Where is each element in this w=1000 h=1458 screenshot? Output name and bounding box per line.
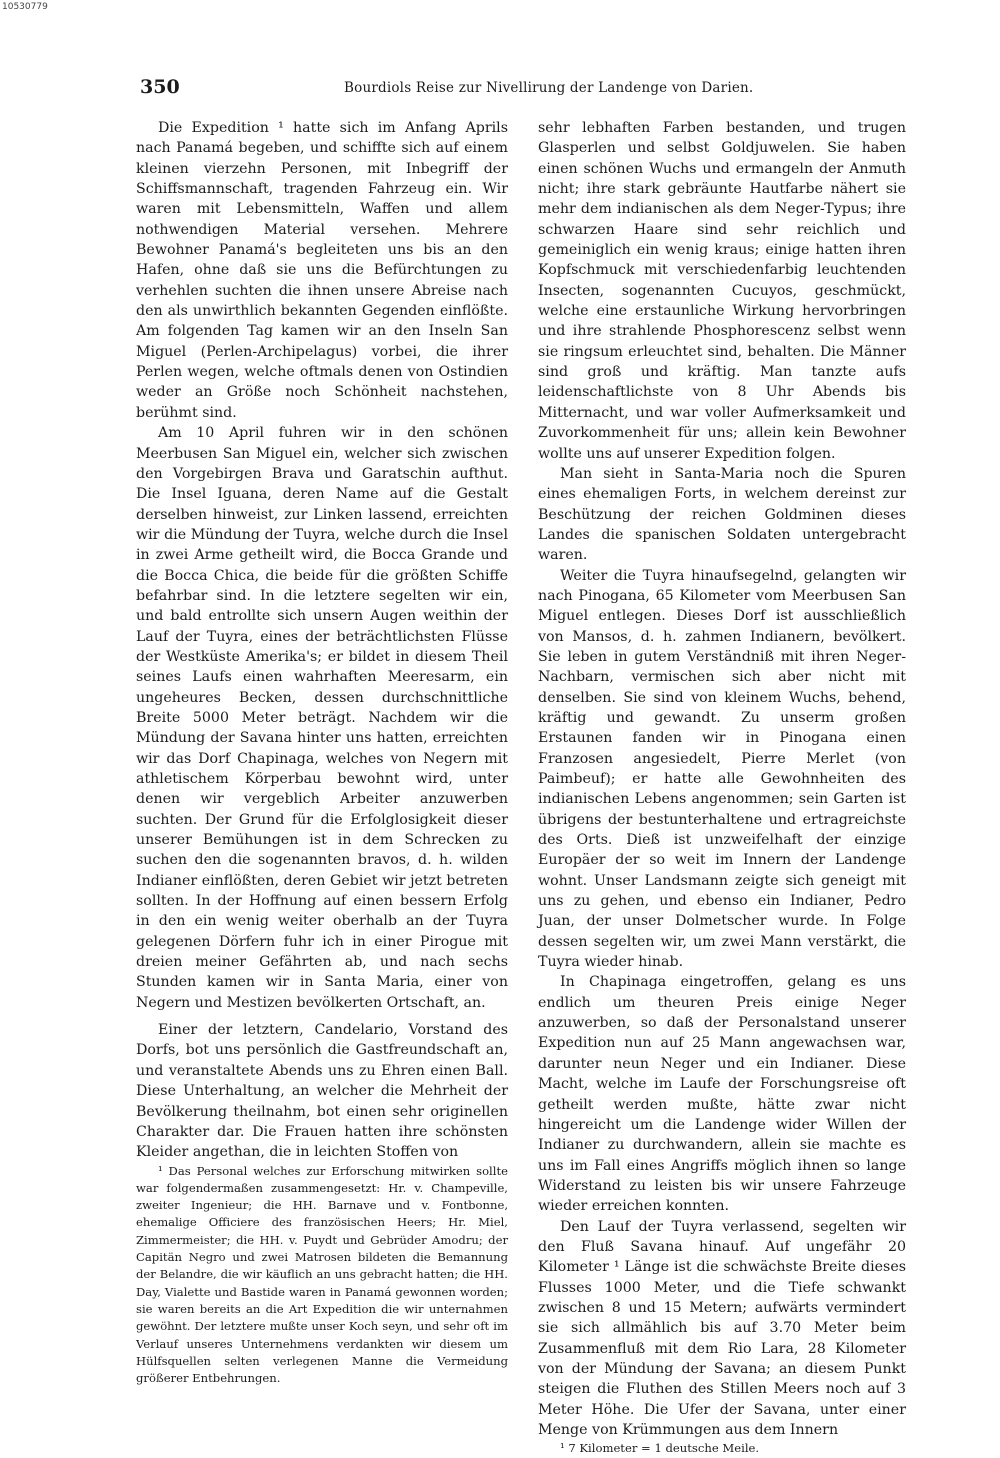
body-paragraph: Man sieht in Santa-Maria noch die Spuren eines ehemaligen Forts, in welchem dereinst zur Beschützung der reichen Goldminen dieses Landes die spanischen Soldaten untergebracht waren.	[538, 465, 906, 564]
right-column	[538, 118, 906, 1458]
left-column	[136, 118, 508, 1387]
body-paragraph: sehr lebhaften Farben bestanden, und trugen Glasperlen und selbst Goldjuwelen. Sie haben einen schönen Wuchs und ermangeln der Anmuth nicht; ihre stark gebräunte Hautfarbe nähert sie mehr dem indianischen als dem Neger-Typus; ihre schwarzen Haare sind sehr reichlich und gemeiniglich ein wenig kraus; einige hatten ihren Kopfschmuck mit verschiedenfarbig leuchtenden Insecten, sogenannten Cucuyos, geschmückt, welche eine erstaunliche Wirkung hervorbringen und ihre strahlende Phosphorescenz selbst wenn sie ringsum erleuchtet sind, behalten. Die Männer sind groß und kräftig. Man tanzte aufs leidenschaftlichste von 8 Uhr Abends bis Mitternacht, und war voller Aufmerksamkeit und Zuvorkommenheit für uns; allein kein Bewohner wollte uns auf unserer Expedition folgen.	[538, 120, 906, 462]
body-paragraph: In Chapinaga eingetroffen, gelang es uns endlich um theuren Preis einige Neger anzuwerben, so daß der Personalstand unserer Expedition nun auf 25 Mann angewachsen war, darunter neun Neger und ein Indianer. Diese Macht, welche im Laufe der Forschungsreise oft getheilt werden mußte, hätte zwar nicht hingereicht um die Landenge wider Willen der Indianer zu durchwandern, allein sie machte es uns im Fall eines Angriffs möglich ihnen so lange Widerstand zu leisten bis wir unsere Fahrzeuge wieder erreichen konnten.	[538, 974, 906, 1215]
body-paragraph: Weiter die Tuyra hinaufsegelnd, gelangten wir nach Pinogana, 65 Kilometer vom Meerbusen San Miguel entlegen. Dieses Dorf ist ausschließlich von Mansos, d. h. zahmen Indianern, bevölkert. Sie leben in gutem Verständniß mit ihren Neger-Nachbarn, vermischen sich aber nicht mit denselben. Sie sind von kleinem Wuchs, behend, kräftig und gewandt. Zu unserm großen Erstaunen fanden wir in Pinogana einen Franzosen angesiedelt, Pierre Merlet (von Paimbeuf); er hatte alle Gewohnheiten des indianischen Lebens angenommen; sein Garten ist übrigens der bestunterhaltene und ertragreichste des Orts. Dieß ist unzweifelhaft der einzige Europäer der so weit im Innern der Landenge wohnt. Unser Landsmann zeigte sich geneigt mit uns zu gehen, und ebenso ein Indianer, Pedro Juan, der unser Dolmetscher wurde. In Folge dessen segelten wir, um zwei Mann verstärkt, die Tuyra wieder hinab.	[538, 567, 906, 971]
body-paragraph: Die Expedition ¹ hatte sich im Anfang Aprils nach Panamá begeben, und schiffte sich auf einem kleinen vierzehn Personen, mit Inbegriff der Schiffsmannschaft, tragenden Fahrzeug ein. Wir waren mit Lebensmitteln, Waffen und allem nothwendigen Material versehen. Mehrere Bewohner Panamá's begleiteten uns bis an den Hafen, ohne daß sie uns die Befürchtungen zu verhehlen suchten die ihnen unsere Abreise nach den als unwirthlich bekannten Gegenden einflößte. Am folgenden Tag kamen wir an den Inseln San Miguel (Perlen-Archipelagus) vorbei, die ihrer Perlen wegen, welche oftmals denen von Ostindien weder an Größe noch Schönheit nachstehen, berühmt sind.	[136, 120, 508, 421]
scan-id-label: 10530779	[2, 2, 48, 12]
page-number: 350	[140, 76, 180, 98]
body-paragraph: Den Lauf der Tuyra verlassend, segelten wir den Fluß Savana hinauf. Auf ungefähr 20 Kilometer ¹ Länge ist die schwächste Breite dieses Flusses 1000 Meter, und die Tiefe schwankt zwischen 8 und 15 Metern; aufwärts vermindert sie sich allmählich bis auf 3.70 Meter beim Zusammenfluß mit dem Rio Lara, 28 Kilometer von der Mündung der Savana; an diesem Punkt steigen die Fluthen des Stillen Meers noch auf 3 Meter Höhe. Die Ufer der Savana, unter einer Menge von Krümmungen aus dem Innern	[538, 1218, 906, 1438]
footnote: ¹ Das Personal welches zur Erforschung mitwirken sollte war folgendermaßen zusammengesetzt: Hr. v. Champeville, zweiter Ingenieur; die HH. Barnave und v. Fontbonne, ehemalige Officiere des französischen Heers; Hr. Miel, Zimmermeister; die HH. v. Puydt und Gebrüder Amodru; der Capitän Negro und zwei Matrosen bildeten die Bemannung der Belandre, die wir käuflich an uns gebracht hatten; die HH. Day, Vialette und Bastide waren in Panamá gewonnen worden; sie waren bereits an die Art Expedition die wir unternahmen gewöhnt. Der letztere mußte unser Koch seyn, und sehr oft im Verlauf unseres Unternehmens verdankten wir diesem um Hülfsquellen selten verlegenen Manne die Vermeidung größerer Entbehrungen.	[136, 1163, 508, 1386]
body-paragraph: Am 10 April fuhren wir in den schönen Meerbusen San Miguel ein, welcher sich zwischen den Vorgebirgen Brava und Garatschin aufthut. Die Insel Iguana, deren Name auf die Gestalt derselben hinweist, zur Linken lassend, erreichten wir die Mündung der Tuyra, welche durch die Insel in zwei Arme getheilt wird, die Bocca Grande und die Bocca Chica, die beide für die größten Schiffe befahrbar sind. In die letztere segelten wir ein, und bald entrollte sich unsern Augen weithin der Lauf der Tuyra, eines der beträchtlichsten Flüsse der Westküste Amerika's; er bildet in diesem Theil seines Laufs einen wahrhaften Meeresarm, ein ungeheures Becken, dessen durchschnittliche Breite 5000 Meter beträgt. Nachdem wir die Mündung der Savana hinter uns hatten, erreichten wir das Dorf Chapinaga, welches von Negern mit athletischem Körperbau bewohnt wird, unter denen wir vergeblich Arbeiter anzuwerben suchten. Der Grund für die Erfolglosigkeit dieser unserer Bemühungen ist in dem Schrecken zu suchen den die sogenannten bravos, d. h. wilden Indianer einflößten, deren Gebiet wir jetzt betreten sollten. In der Hoffnung auf einen bessern Erfolg in den ein wenig weiter oberhalb an der Tuyra gelegenen Dörfern fuhr ich in einer Pirogue mit dreien meiner Gefährten ab, und nach sechs Stunden kamen wir in Santa Maria, einer von Negern und Mestizen bevölkerten Ortschaft, an.	[136, 425, 508, 1011]
footnote: ¹ 7 Kilometer = 1 deutsche Meile.	[560, 1441, 760, 1456]
running-title: Bourdiols Reise zur Nivellirung der Landenge von Darien.	[344, 80, 754, 96]
paragraph-spacer	[136, 1013, 508, 1020]
page-header	[140, 76, 906, 100]
body-paragraph: Einer der letztern, Candelario, Vorstand des Dorfs, bot uns persönlich die Gastfreundschaft an, und veranstaltete Abends uns zu Ehren einen Ball. Diese Unterhaltung, an welcher die Mehrheit der Bevölkerung theilnahm, bot einen sehr originellen Charakter dar. Die Frauen hatten ihre schönsten Kleider angethan, die in leichten Stoffen von	[136, 1022, 508, 1161]
